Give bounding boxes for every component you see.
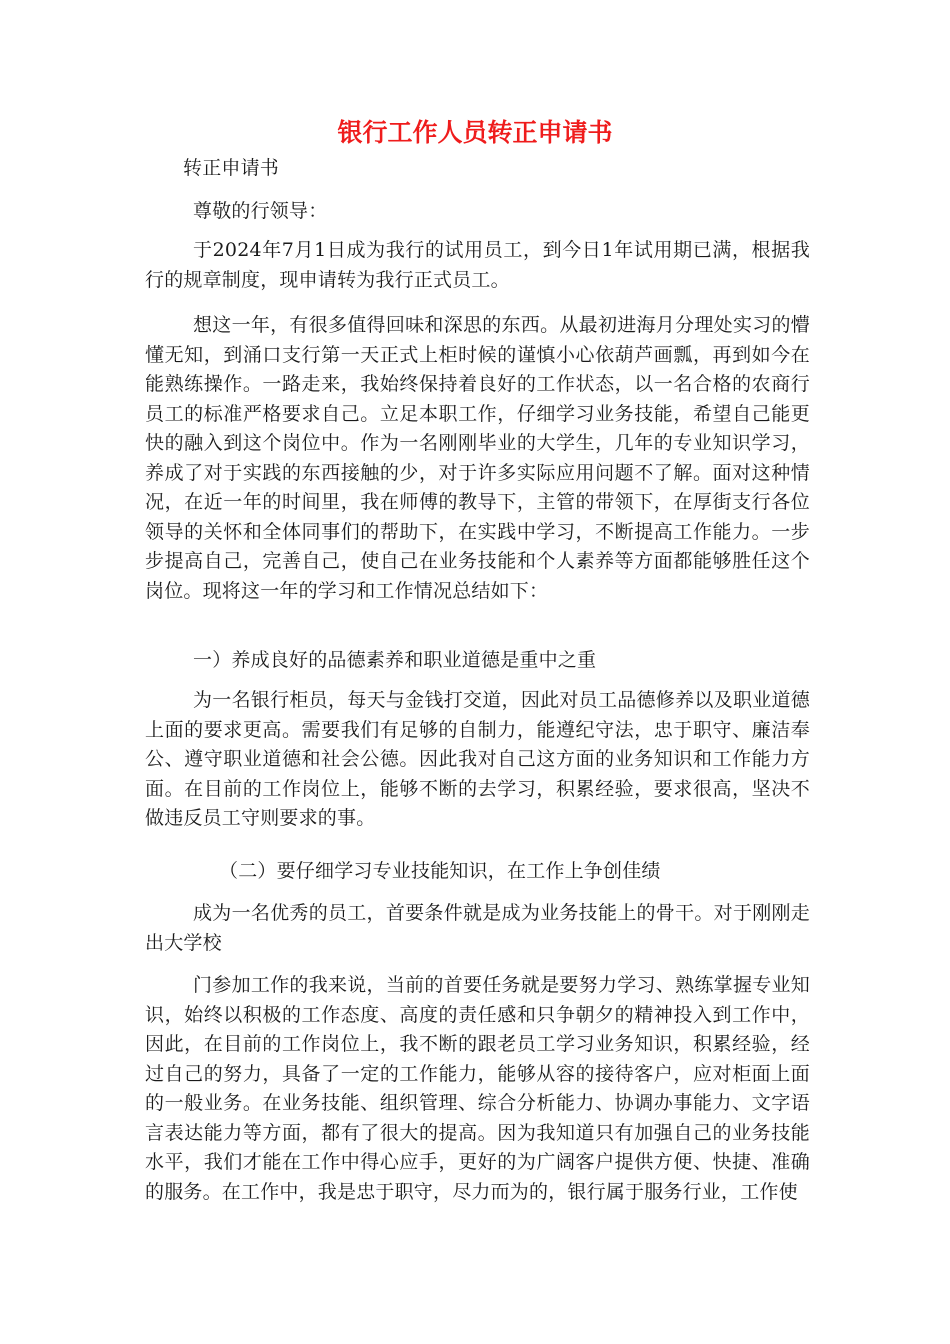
- paragraph-ethics: 为一名银行柜员，每天与金钱打交道，因此对员工品德修养以及职业道德上面的要求更高。需要我们有足够的自制力，能遵纪守法，忠于职守、廉洁奉公、遵守职业道德和社会公德。因此我对自己这方面的业务知识和工作能力方面。在目前的工作岗位上，能够不断的去学习，积累经验，要求很高，坚决不做违反员工守则要求的事。: [145, 689, 810, 829]
- document-subtitle: 转正申请书: [183, 157, 280, 179]
- section-heading-1: 一）养成良好的品德素养和职业道德是重中之重: [193, 649, 597, 671]
- paragraph-intro: 于2024年7月1日成为我行的试用员工，到今日1年试用期已满，根据我行的规章制度，现申请转为我行正式员工。: [145, 239, 810, 291]
- paragraph-review: 想这一年，有很多值得回味和深思的东西。从最初进海月分理处实习的懵懂无知，到涌口支行第一天正式上柜时候的谨慎小心依葫芦画瓢，再到如今在能熟练操作。一路走来，我始终保持着良好的工作状态，以一名合格的农商行员工的标准严格要求自己。立足本职工作，仔细学习业务技能，希望自己能更快的融入到这个岗位中。作为一名刚刚毕业的大学生，几年的专业知识学习，养成了对于实践的东西接触的少，对于许多实际应用问题不了解。面对这种情况，在近一年的时间里，我在师傅的教导下，主管的带领下，在厚街支行各位领导的关怀和全体同事们的帮助下，在实践中学习，不断提高工作能力。一步步提高自己，完善自己，使自己在业务技能和个人素养等方面都能够胜任这个岗位。现将这一年的学习和工作情况总结如下：: [145, 314, 810, 602]
- salutation: 尊敬的行领导：: [193, 200, 328, 222]
- document-title: 银行工作人员转正申请书: [337, 118, 613, 147]
- section-heading-2: （二）要仔细学习专业技能知识，在工作上争创佳绩: [219, 860, 661, 882]
- paragraph-skills-continued: 门参加工作的我来说，当前的首要任务就是要努力学习、熟练掌握专业知识，始终以积极的工作态度、高度的责任感和只争朝夕的精神投入到工作中，因此，在目前的工作岗位上，我不断的跟老员工学习业务知识，积累经验，经过自己的努力，具备了一定的工作能力，能够从容的接待客户，应对柜面上面的一般业务。在业务技能、组织管理、综合分析能力、协调办事能力、文字语言表达能力等方面，都有了很大的提高。因为我知道只有加强自己的业务技能水平，我们才能在工作中得心应手，更好的为广阔客户提供方便、快捷、准确的服务。在工作中，我是忠于职守，尽力而为的，银行属于服务行业，工作使: [145, 974, 810, 1203]
- paragraph-skills-start: 成为一名优秀的员工，首要条件就是成为业务技能上的骨干。对于刚刚走出大学校: [145, 902, 810, 954]
